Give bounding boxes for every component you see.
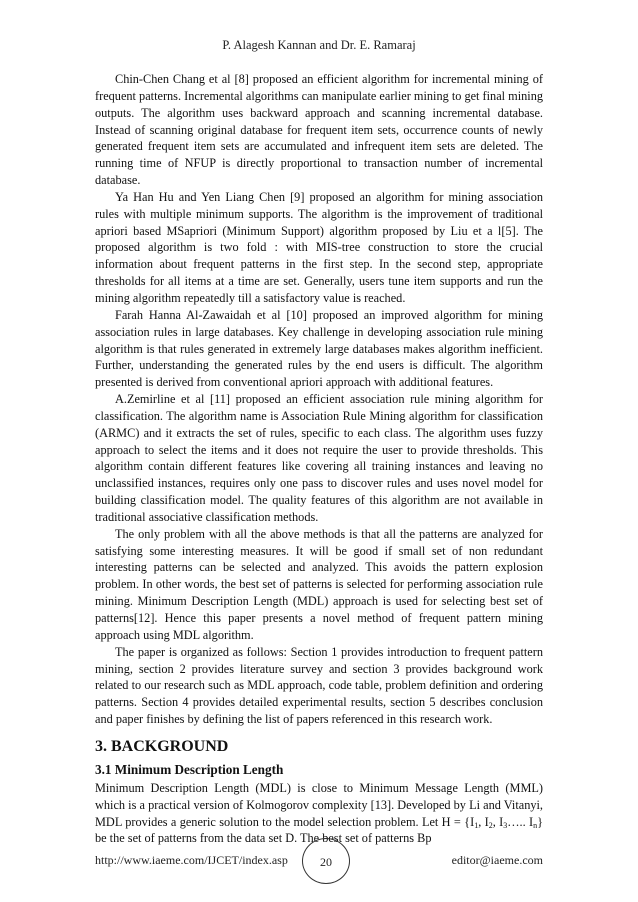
running-header: P. Alagesh Kannan and Dr. E. Ramaraj — [222, 38, 416, 52]
mdl-text-start: Minimum Description Length (MDL) is close to Minimum Message Length (MML) which is a practical version of Kolmogorov complexity [13]. Developed by Li and Vitanyi, MDL provides a generic solution to the model selection problem. Let H = {I — [95, 780, 543, 829]
page-footer — [95, 838, 543, 878]
subsection-heading: 3.1 Minimum Description Length — [95, 761, 284, 777]
subscript-1: 1 — [474, 820, 479, 830]
footer-email-link[interactable]: editor@iaeme.com — [451, 853, 543, 867]
subscript-2: 2 — [488, 820, 493, 830]
body-text — [95, 71, 543, 847]
mdl-text-end: } be the set of patterns from the data set D. The best set of patterns Bp — [95, 814, 544, 846]
section-heading: 3. BACKGROUND — [95, 737, 229, 755]
paragraph-problem: The only problem with all the above methods is that all the patterns are analyzed for satisfying some interesting measures. It will be good if small set of non redundant interesting patterns can be selected and analyzed. This avoids the pattern explosion problem. In other words, the best set of patterns is selected for performing association rule mining. Minimum Description Length (MDL) approach is used for selecting best set of patterns[12]. Hence this paper presents a novel method of frequent pattern mining approach using MDL algorithm. — [95, 526, 543, 642]
paragraph-al-zawaidah: Farah Hanna Al-Zawaidah et al [10] proposed an improved algorithm for mining association rules in large databases. Key challenge in developing association rule mining algorithm is that rules generated in extremely large databases makes algorithm inefficient. Further, understanding the generated rules by the end users is difficult. The algorithm presented is derived from conventional apriori approach with additional features. — [95, 307, 543, 390]
page-number: 20 — [302, 838, 350, 884]
paragraph-organization: The paper is organized as follows: Section 1 provides introduction to frequent pattern mining, section 2 provides literature survey and section 3 provides background work related to our research such as MDL approach, code table, problem definition and ordering patterns. Section 4 provides detailed experimental results, section 5 describes conclusion and paper finishes by defining the list of papers referenced in this research work. — [95, 644, 543, 727]
subscript-n: n — [533, 820, 538, 830]
separator-1: , I — [478, 814, 489, 829]
paragraph-zemirline: A.Zemirline et al [11] proposed an efficient association rule mining algorithm for classification. The algorithm name is Association Rule Mining algorithm for classification (ARMC) and it extracts the set of rules, specific to each class. The algorithm uses fuzzy approach to select the items and it does not require the user to provide thresholds. This algorithm contain different features like covering all training instances and leaving no unclassified instances, requires only one pass to discover rules and uses novel model for building classification model. The quality features of this algorithm are not available in traditional associative classification methods. — [95, 392, 543, 524]
paragraph-hu-chen: Ya Han Hu and Yen Liang Chen [9] proposed an algorithm for mining association rules with multiple minimum supports. The algorithm is the improvement of traditional apriori based MSapriori (Minimum Support) algorithm proposed by Liu et a l[5]. The proposed algorithm is two fold : with MIS-tree construction to store the crucial information about frequent patterns in the first step. In the second step, appropriate thresholds for all items at a time are set. Generally, users tune item supports and run the mining algorithm repeatedly till a satisfactory value is reached. — [95, 189, 543, 305]
separator-2: , I — [492, 814, 504, 829]
footer-url-link[interactable]: http://www.iaeme.com/IJCET/index.asp — [95, 853, 288, 867]
paragraph-chang: Chin-Chen Chang et al [8] proposed an efficient algorithm for incremental mining of frequent patterns. Incremental algorithms can manipulate earlier mining to get final mining outputs. The algorithm uses backward approach and scanning incremental database. Instead of scanning original database for frequent item sets, occurrence counts of newly generated frequent item sets are accumulated and infrequent item sets are deleted. The running time of NFUP is directly proportional to transaction number of incremental database. — [95, 72, 544, 188]
separator-3: ….. I — [507, 814, 534, 829]
subscript-3: 3 — [503, 820, 508, 830]
